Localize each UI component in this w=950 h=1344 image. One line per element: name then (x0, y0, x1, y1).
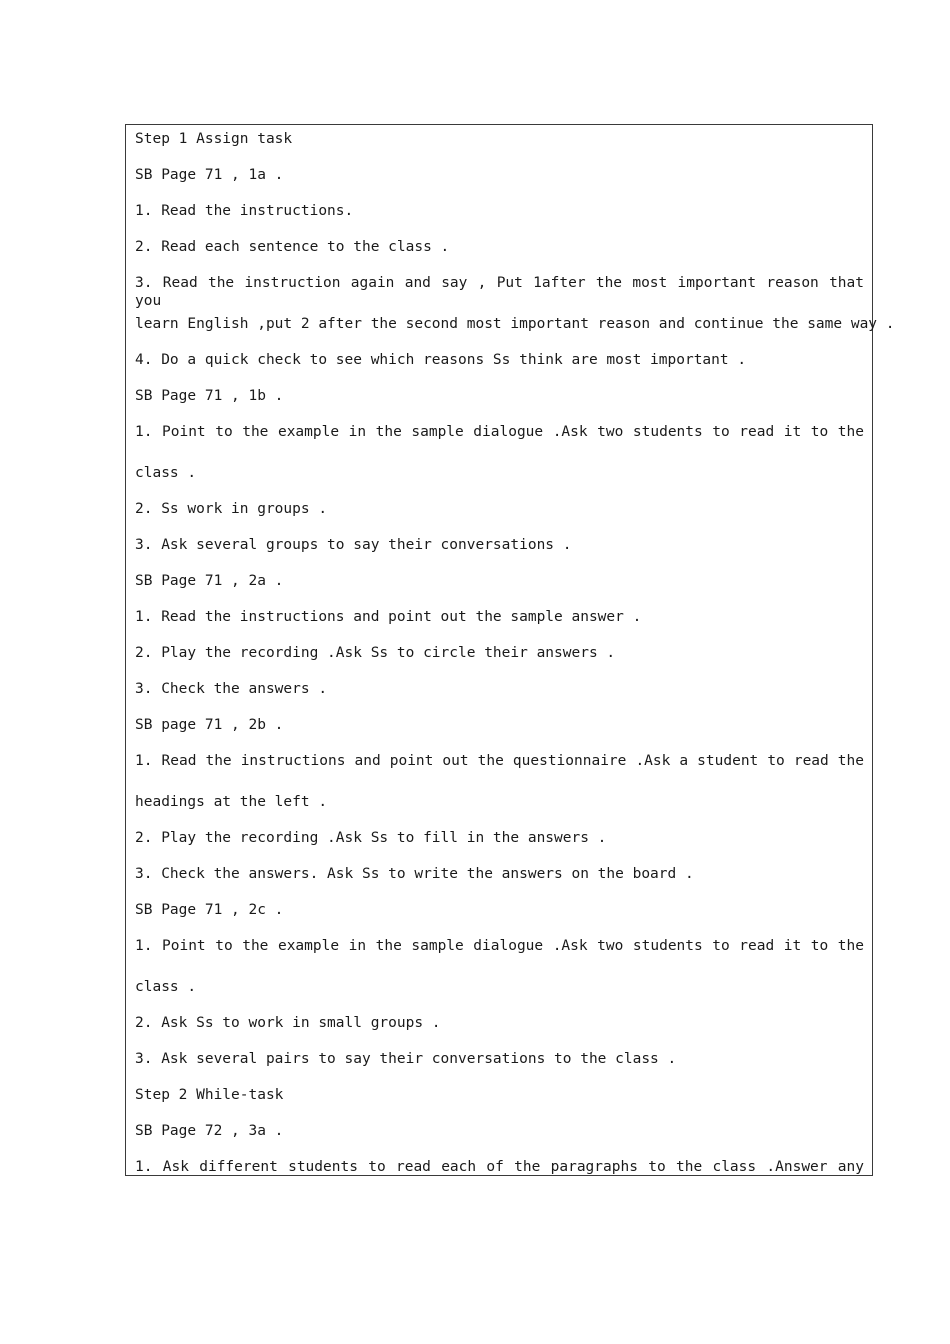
instruction-line: 4. Do a quick check to see which reasons Ss think are most important . (135, 352, 747, 368)
instruction-line-continued: class . (135, 465, 197, 481)
instruction-line: 2. Ask Ss to work in small groups . (135, 1015, 441, 1031)
lesson-plan-content (135, 125, 895, 1176)
instruction-line: 1. Ask different students to read each of the paragraphs to the class .Answer any (135, 1159, 864, 1175)
section-heading: SB Page 71 , 1a . (135, 167, 284, 183)
step-heading: Step 1 Assign task (135, 131, 293, 147)
instruction-line: 3. Ask several groups to say their conversations . (135, 537, 572, 553)
instruction-line: 3. Ask several pairs to say their conversations to the class . (135, 1051, 677, 1067)
section-heading: SB Page 72 , 3a . (135, 1123, 284, 1139)
section-heading: SB Page 71 , 1b . (135, 388, 284, 404)
instruction-line: 2. Play the recording .Ask Ss to fill in the answers . (135, 830, 607, 846)
lesson-plan-box (125, 124, 895, 1176)
instruction-line: 1. Read the instructions and point out the questionnaire .Ask a student to read the (135, 753, 864, 769)
instruction-line: 2. Play the recording .Ask Ss to circle their answers . (135, 645, 616, 661)
instruction-line-continued: class . (135, 979, 197, 995)
instruction-line: 2. Read each sentence to the class . (135, 239, 450, 255)
section-heading: SB page 71 , 2b . (135, 717, 284, 733)
instruction-line-continued: headings at the left . (135, 794, 328, 810)
step-heading: Step 2 While-task (135, 1087, 284, 1103)
instruction-line: 2. Ss work in groups . (135, 501, 328, 517)
section-heading: SB Page 71 , 2c . (135, 902, 284, 918)
instruction-line: 1. Read the instructions. (135, 203, 354, 219)
section-heading: SB Page 71 , 2a . (135, 573, 284, 589)
instruction-line: 3. Read the instruction again and say , Put 1after the most important reason that you (135, 275, 864, 309)
instruction-line: 1. Read the instructions and point out the sample answer . (135, 609, 642, 625)
instruction-line: 3. Check the answers. Ask Ss to write the answers on the board . (135, 866, 694, 882)
instruction-line-continued: learn English ,put 2 after the second most important reason and continue the same way . (135, 316, 895, 332)
instruction-line: 1. Point to the example in the sample dialogue .Ask two students to read it to the (135, 424, 864, 440)
instruction-line: 3. Check the answers . (135, 681, 328, 697)
instruction-line: 1. Point to the example in the sample dialogue .Ask two students to read it to the (135, 938, 864, 954)
